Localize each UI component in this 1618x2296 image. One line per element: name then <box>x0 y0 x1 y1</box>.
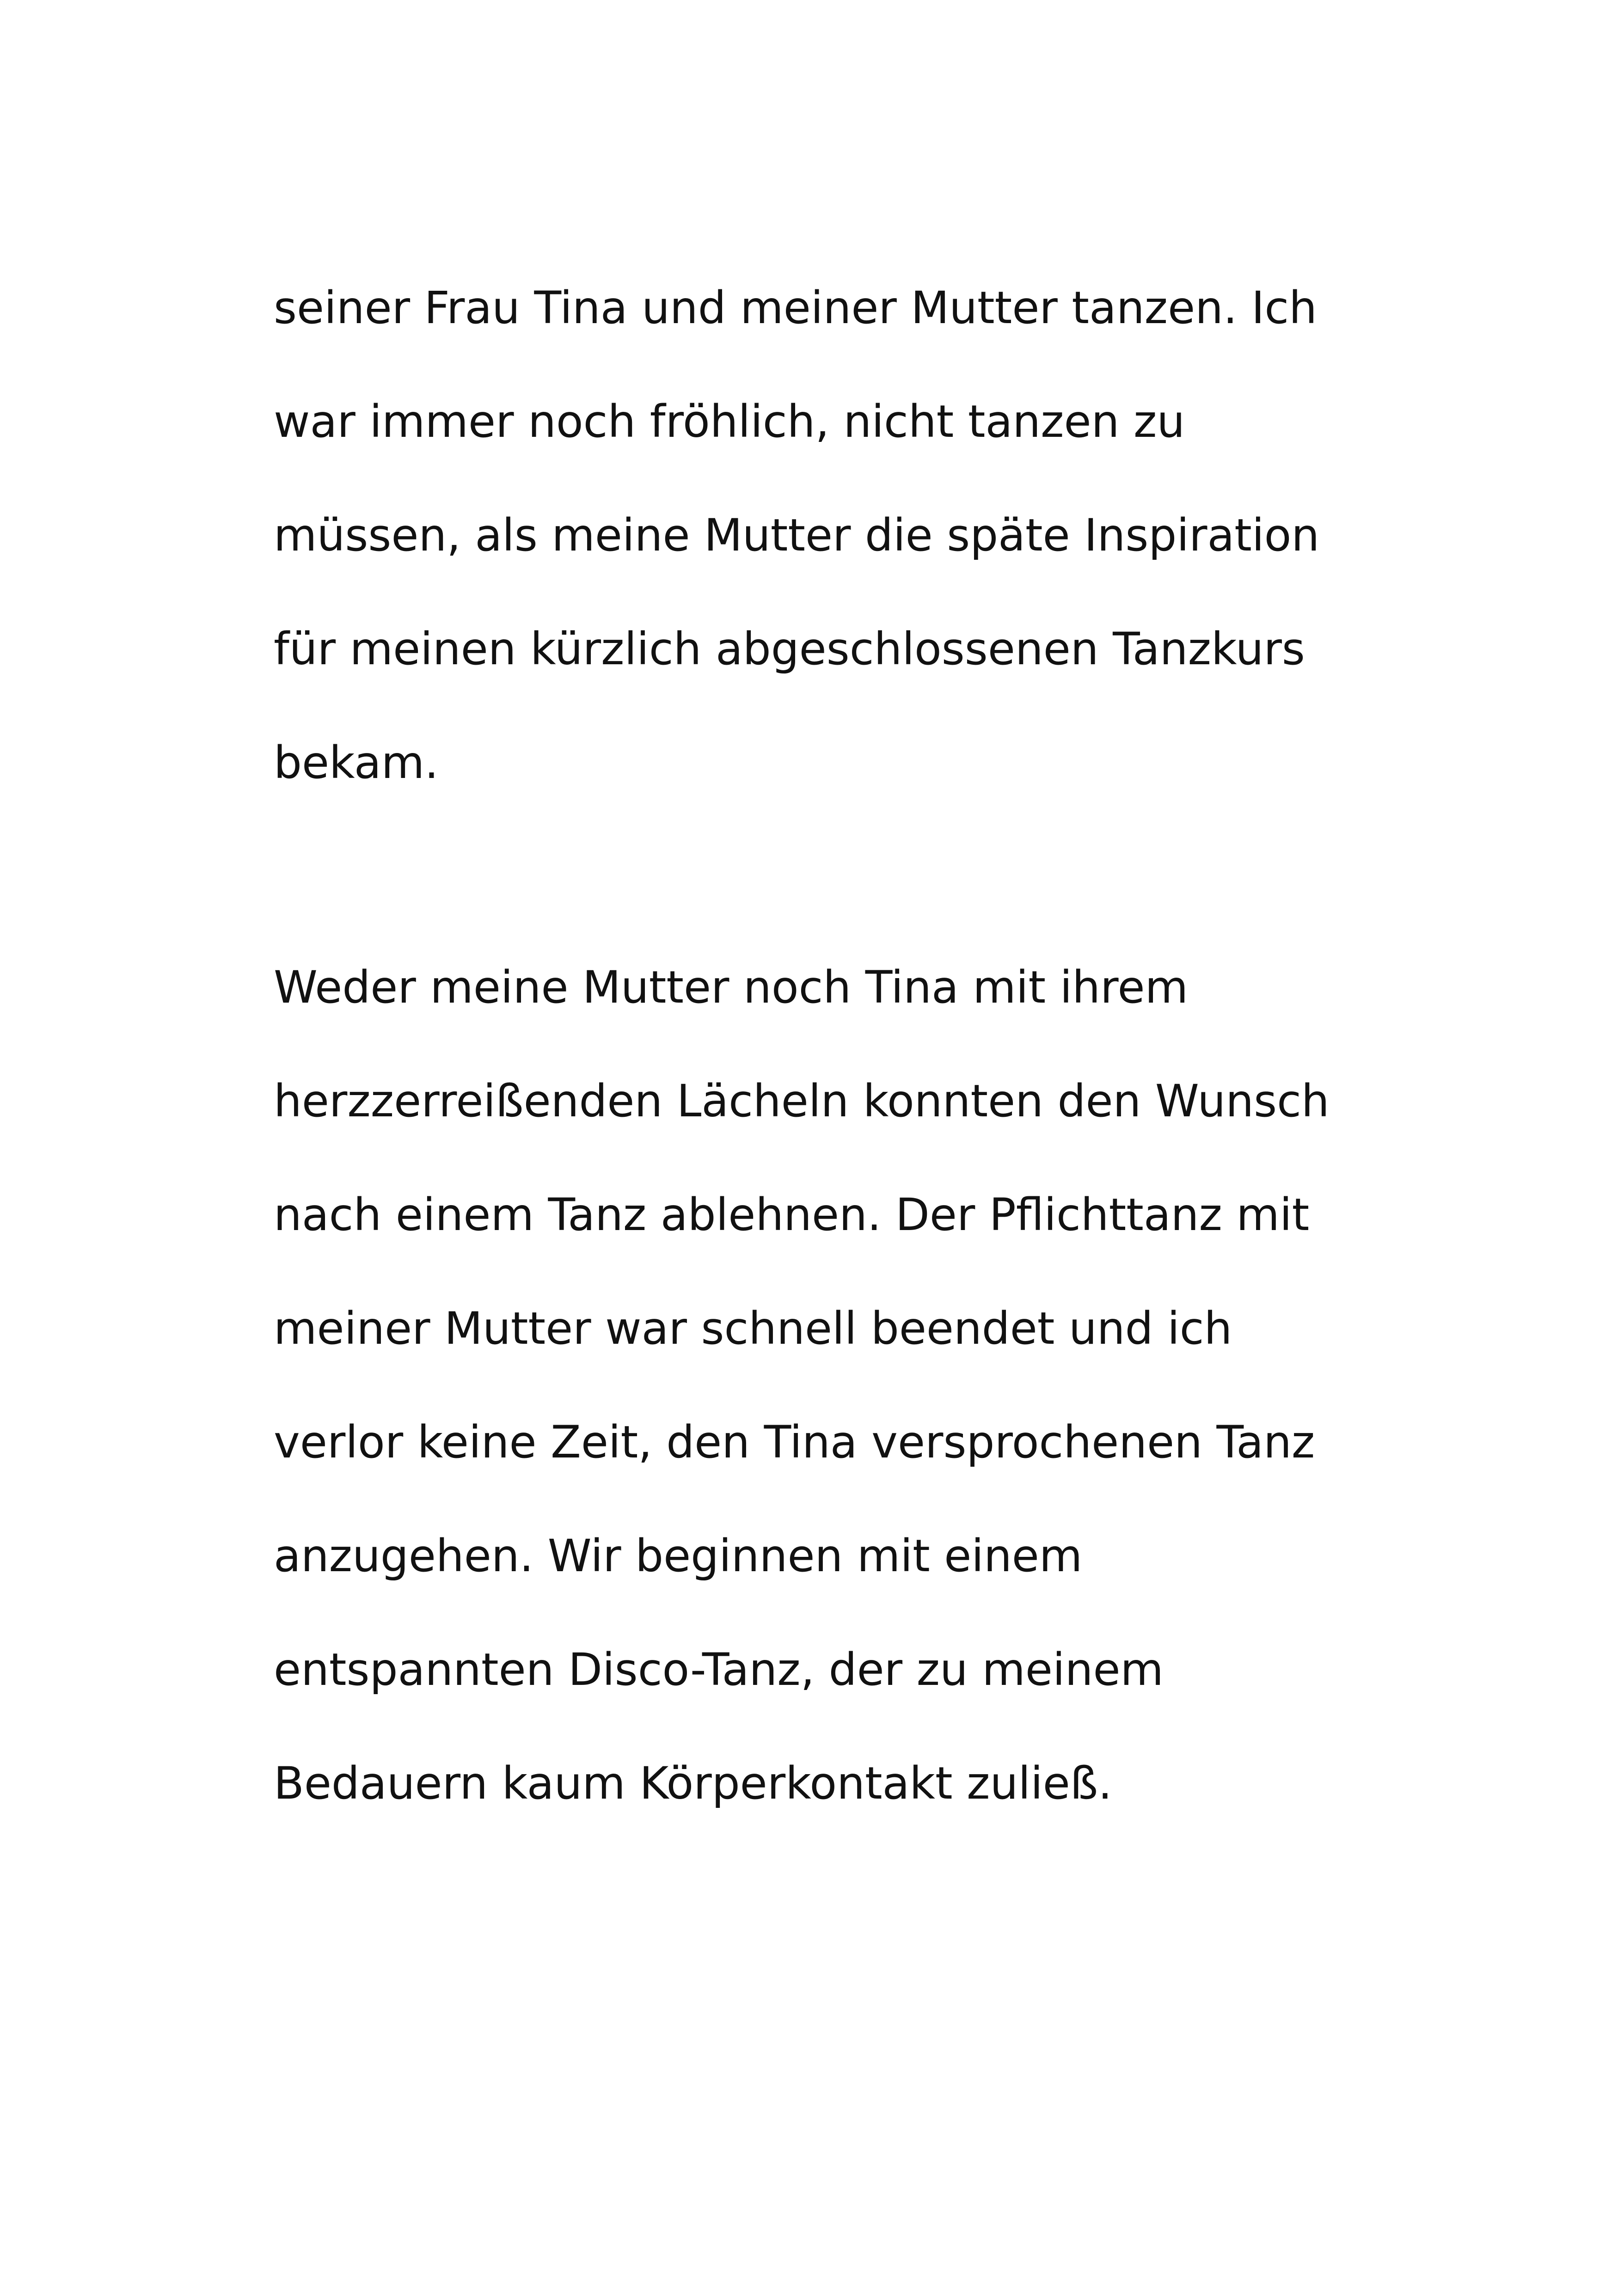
text-line: meiner Mutter war schnell beendet und ich <box>274 1303 1232 1354</box>
text-line: Weder meine Mutter noch Tina mit ihrem <box>274 961 1189 1013</box>
text-line: herzzerreißenden Lächeln konnten den Wunsch <box>274 1075 1330 1127</box>
text-line: für meinen kürzlich abgeschlossenen Tanzkurs <box>274 623 1305 675</box>
text-line: war immer noch fröhlich, nicht tanzen zu <box>274 396 1185 447</box>
text-line: anzugehen. Wir beginnen mit einem <box>274 1530 1083 1582</box>
text-line: bekam. <box>274 737 439 789</box>
text-line: müssen, als meine Mutter die späte Inspiration <box>274 509 1320 561</box>
text-line: nach einem Tanz ablehnen. Der Pflichttanz mit <box>274 1189 1310 1241</box>
text-line: seiner Frau Tina und meiner Mutter tanzen. Ich <box>274 282 1317 334</box>
text-line: entspannten Disco-Tanz, der zu meinem <box>274 1644 1164 1696</box>
paragraph <box>274 931 1383 1840</box>
text-line: verlor keine Zeit, den Tina versprochenen Tanz <box>274 1416 1315 1468</box>
text-line: Bedauern kaum Körperkontakt zuließ. <box>274 1757 1112 1809</box>
paragraph <box>274 251 1383 820</box>
